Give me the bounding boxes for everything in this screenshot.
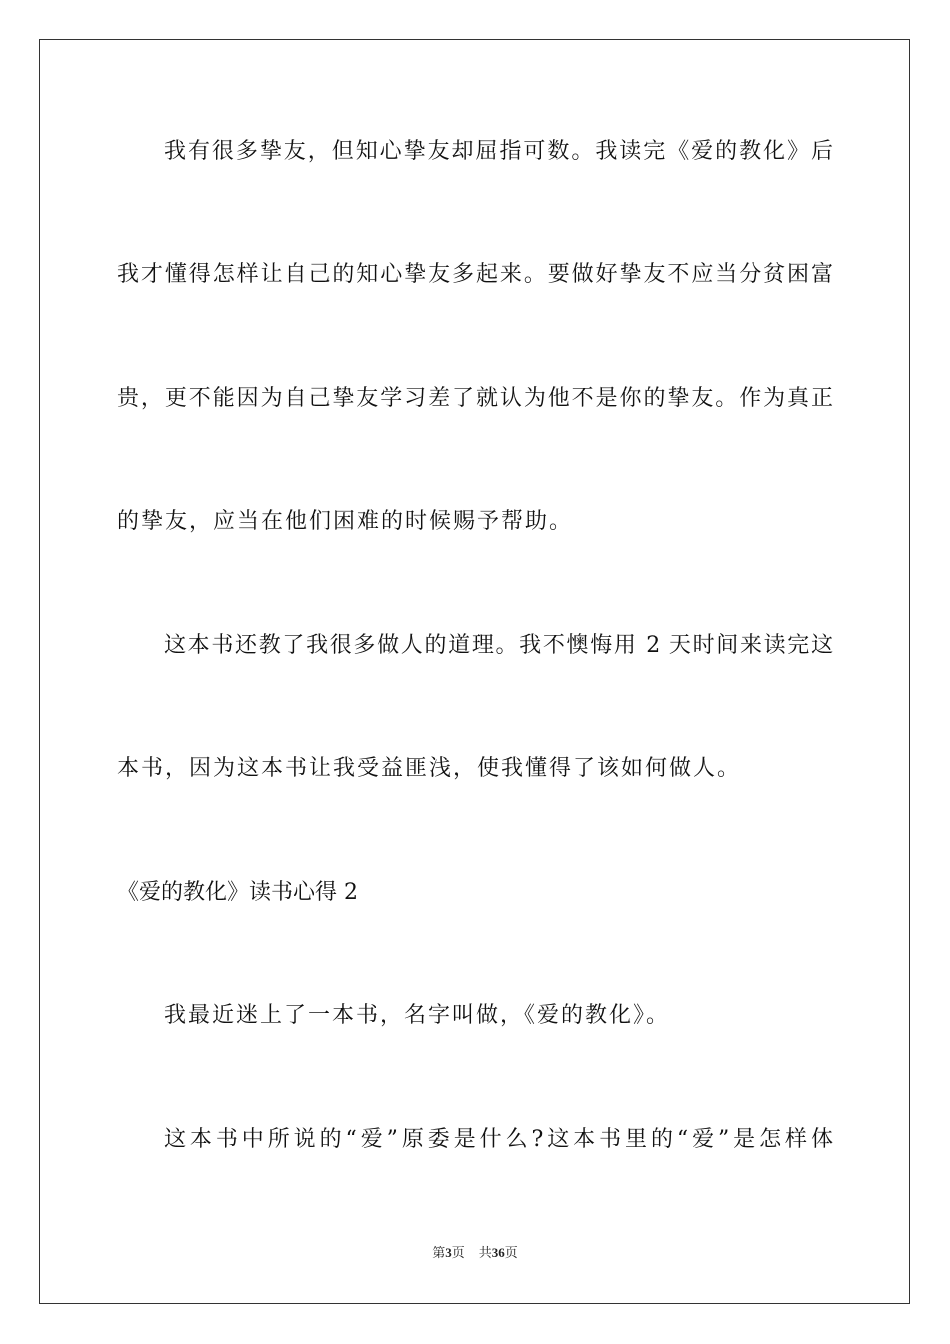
- section-heading: 《爱的教化》读书心得 2: [117, 880, 358, 905]
- footer-page-suffix: 页: [451, 1245, 465, 1260]
- footer-prefix: 第: [432, 1245, 446, 1260]
- paragraph-line-3: 贵，更不能因为自己挚友学习差了就认为他不是你的挚友。作为真正: [117, 386, 833, 411]
- page-border: [39, 39, 910, 1304]
- footer-total-suffix: 页: [504, 1245, 518, 1260]
- footer-total-pages: 36: [491, 1245, 505, 1260]
- paragraph-line-2: 我才懂得怎样让自己的知心挚友多起来。要做好挚友不应当分贫困富: [117, 262, 833, 287]
- paragraph-line-6: 本书，因为这本书让我受益匪浅，使我懂得了该如何做人。: [117, 756, 742, 781]
- footer-current-page: 3: [445, 1245, 452, 1260]
- paragraph-line-1: 我有很多挚友，但知心挚友却屈指可数。我读完《爱的教化》后: [164, 139, 833, 164]
- paragraph-line-5: 这本书还教了我很多做人的道理。我不懊悔用 2 天时间来读完这: [164, 633, 833, 658]
- paragraph-line-4: 的挚友，应当在他们困难的时候赐予帮助。: [117, 509, 574, 534]
- paragraph-line-7: 我最近迷上了一本书，名字叫做，《爱的教化》。: [164, 1003, 671, 1028]
- page-footer: [0, 1244, 950, 1262]
- paragraph-line-8: 这本书中所说的“爱”原委是什么?这本书里的“爱”是怎样体: [164, 1127, 833, 1152]
- footer-total-prefix: 共: [478, 1245, 492, 1260]
